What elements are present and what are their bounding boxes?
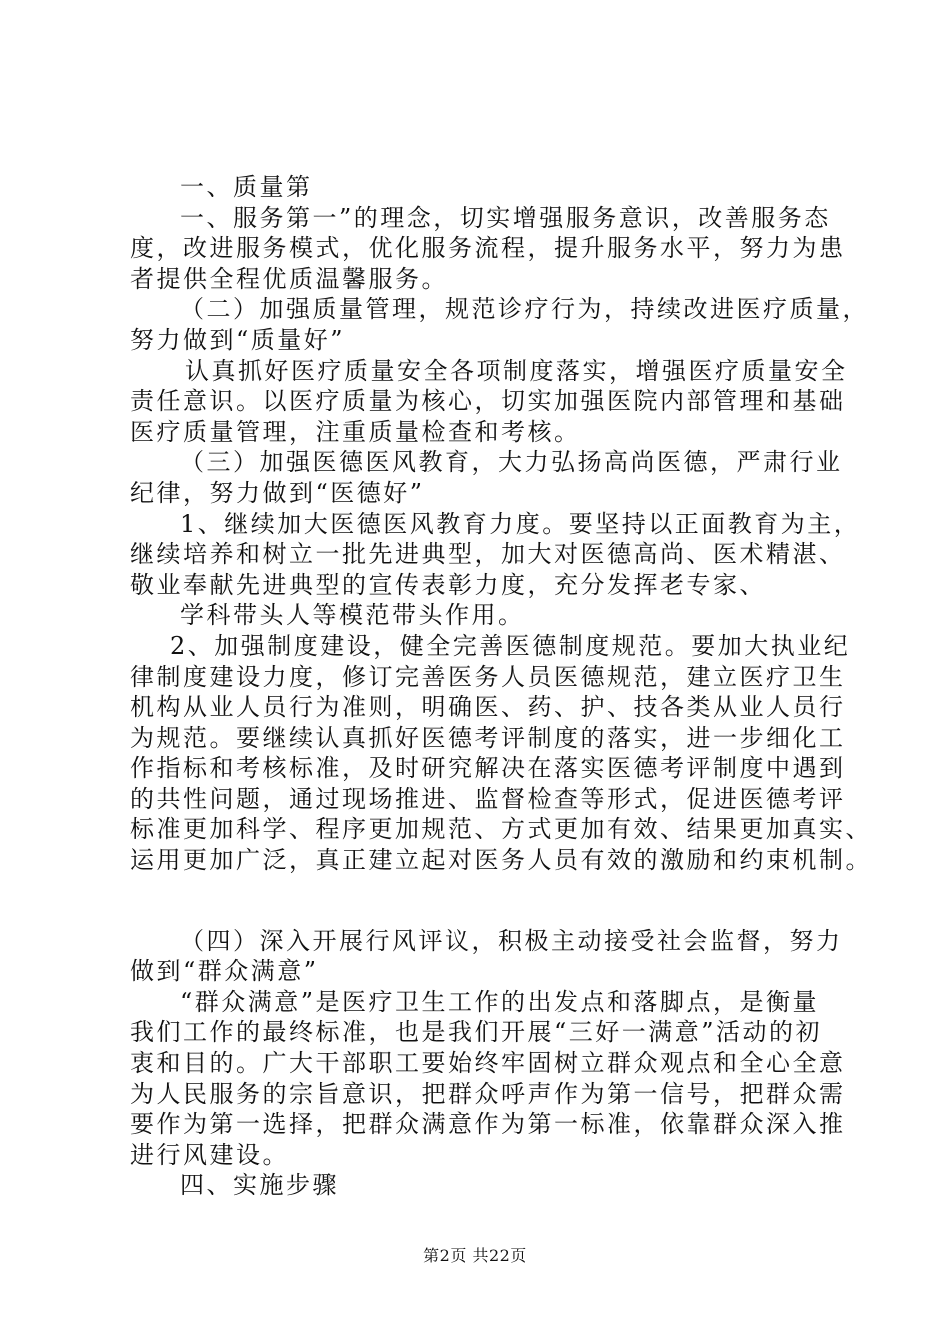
text-line: 四、实施步骤 [180, 1171, 339, 1200]
text-line: 努力做到“质量好” [130, 325, 346, 354]
text-line: 为人民服务的宗旨意识，把群众呼声作为第一信号，把群众需 [130, 1079, 846, 1108]
text-line: 标准更加科学、程序更加规范、方式更加有效、结果更加真实、 [130, 815, 872, 844]
paragraph-quality-management [130, 294, 869, 355]
text-line: 要作为第一选择，把群众满意作为第一标准，依靠群众深入推 [130, 1110, 846, 1139]
text-line: 医疗质量管理，注重质量检查和考核。 [130, 417, 581, 446]
text-line: 学科带头人等模范带头作用。 [180, 601, 525, 630]
text-line: 2、加强制度建设，健全完善医德制度规范。要加大执业纪 [170, 631, 851, 660]
paragraph-system-construction [130, 631, 872, 876]
text-line: 的共性问题，通过现场推进、监督检查等形式，促进医德考评 [130, 784, 846, 813]
heading-quality-first [130, 172, 830, 203]
paragraph-quality-safety [130, 356, 848, 448]
heading-implementation-steps [130, 1170, 830, 1201]
text-line: 纪律，努力做到“医德好” [130, 478, 425, 507]
paragraph-gap [130, 876, 830, 926]
text-line: （四）深入开展行风评议，积极主动接受社会监督，努力 [180, 926, 843, 955]
text-line: 1、继续加大医德医风教育力度。要坚持以正面教育为主， [180, 509, 861, 538]
paragraph-medical-ethics [130, 447, 843, 508]
text-line: 为规范。要继续认真抓好医德考评制度的落实，进一步细化工 [130, 723, 846, 752]
text-line: 作指标和考核标准，及时研究解决在落实医德考评制度中遇到 [130, 754, 846, 783]
text-line: 继续培养和树立一批先进典型，加大对医德高尚、医术精湛、 [130, 540, 846, 569]
text-line: 律制度建设力度，修订完善医务人员医德规范，建立医疗卫生 [130, 662, 846, 691]
text-line: 一、质量第 [180, 173, 313, 201]
paragraph-service-first [130, 203, 846, 295]
document-body [130, 172, 872, 1201]
text-line: 者提供全程优质温馨服务。 [130, 264, 448, 293]
text-line: 进行风建设。 [130, 1140, 289, 1169]
text-line: 认真抓好医疗质量安全各项制度落实，增强医疗质量安全 [185, 356, 848, 385]
text-line: “群众满意”是医疗卫生工作的出发点和落脚点，是衡量 [180, 987, 820, 1016]
text-line: 做到“群众满意” [130, 957, 319, 986]
text-line: 衷和目的。广大干部职工要始终牢固树立群众观点和全心全意 [130, 1049, 846, 1078]
text-line: （二）加强质量管理，规范诊疗行为，持续改进医疗质量， [180, 295, 869, 324]
text-line: 责任意识。以医疗质量为核心，切实加强医院内部管理和基础 [130, 387, 846, 416]
page-number-footer: 第2页 共22页 [423, 1246, 527, 1265]
paragraph-ethics-education [130, 509, 861, 601]
text-line: 一、服务第一”的理念，切实增强服务意识，改善服务态 [180, 203, 831, 232]
text-line: 敬业奉献先进典型的宣传表彰力度，充分发挥老专家、 [130, 570, 766, 599]
text-line: 运用更加广泛，真正建立起对医务人员有效的激励和约束机制。 [130, 846, 872, 875]
paragraph-public-satisfaction [130, 987, 846, 1171]
paragraph-style-review [130, 926, 843, 987]
paragraph-discipline-leaders [130, 600, 830, 631]
text-line: 度，改进服务模式，优化服务流程，提升服务水平，努力为患 [130, 234, 846, 263]
text-line: 我们工作的最终标准，也是我们开展“三好一满意”活动的初 [130, 1018, 823, 1047]
text-line: （三）加强医德医风教育，大力弘扬高尚医德，严肃行业 [180, 448, 843, 477]
text-line: 机构从业人员行为准则，明确医、药、护、技各类从业人员行 [130, 693, 846, 722]
